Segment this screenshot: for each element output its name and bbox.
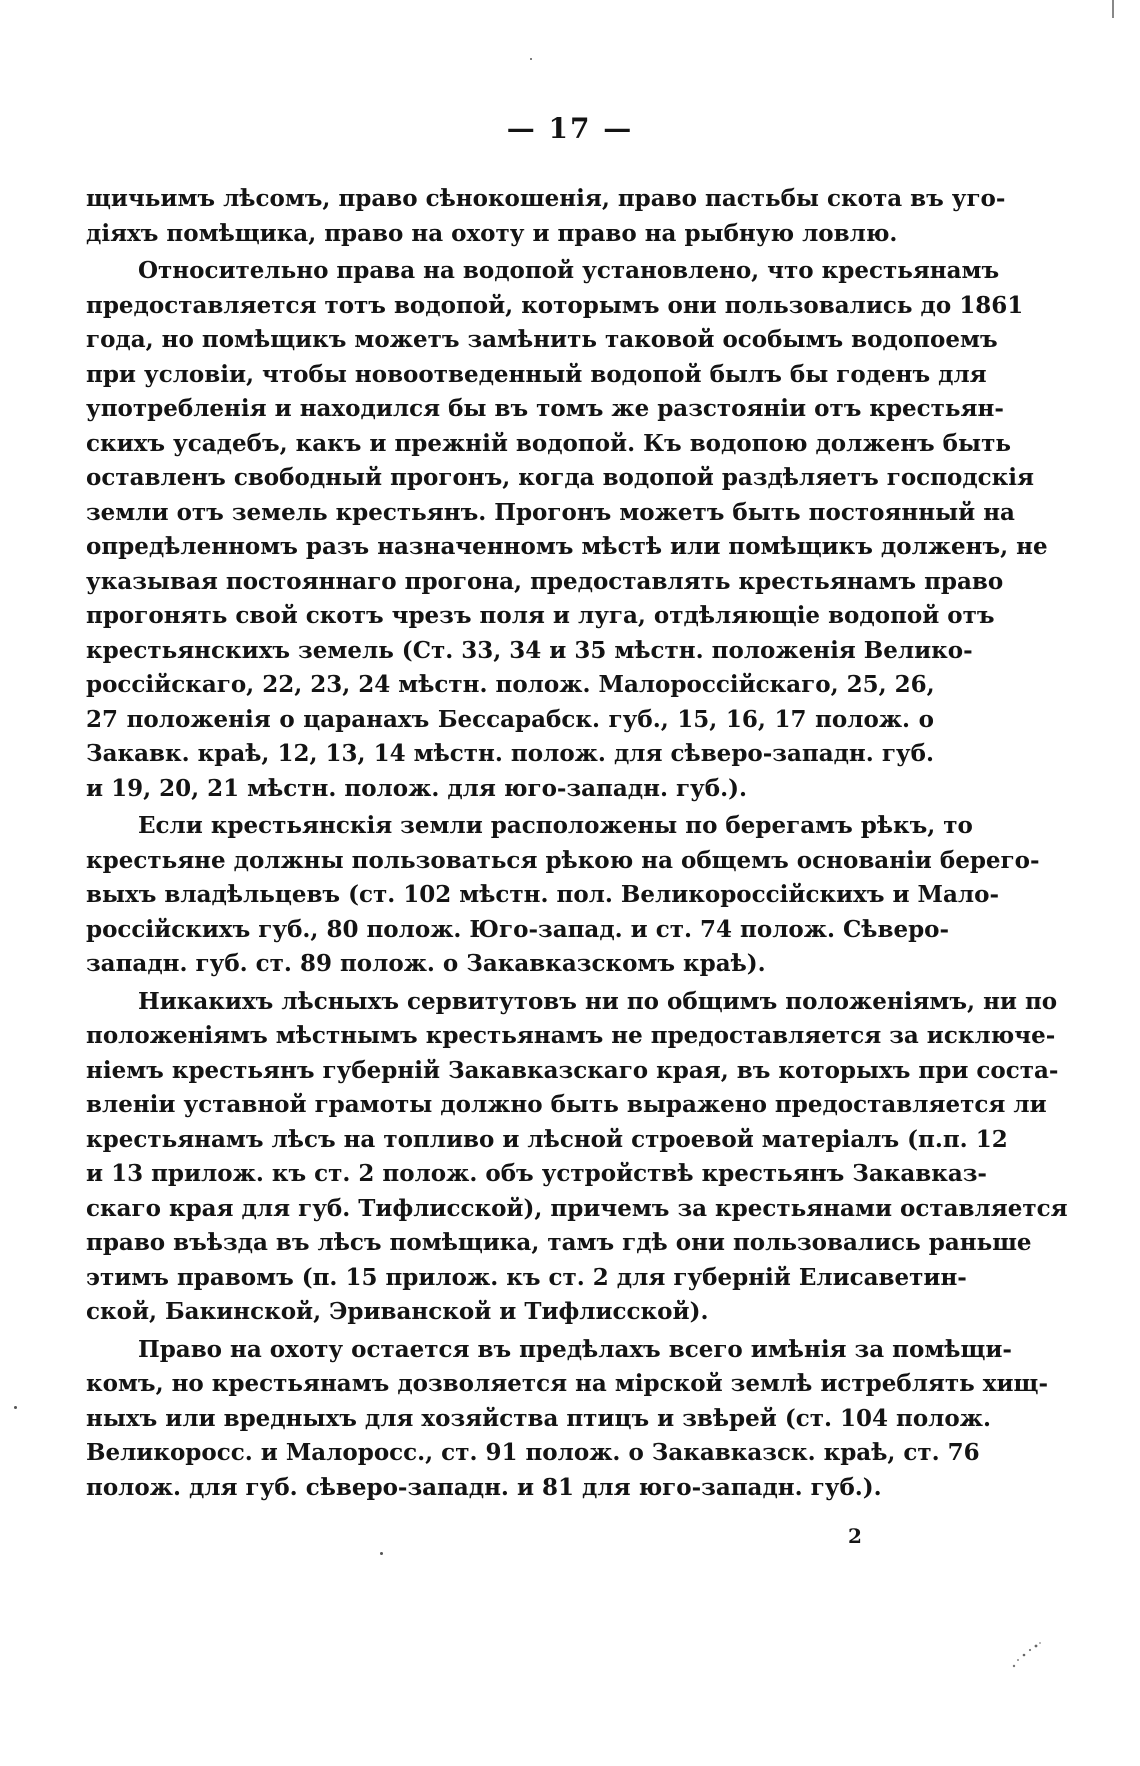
paragraph	[86, 809, 1040, 982]
text-line: ныхъ или вредныхъ для хозяйства птицъ и звѣрей (ст. 104 полож.	[86, 1404, 991, 1432]
text-line: этимъ правомъ (п. 15 прилож. къ ст. 2 для губерній Елисаветин-	[86, 1263, 967, 1291]
paragraph	[86, 182, 1006, 251]
text-line: полож. для губ. сѣверо-западн. и 81 для юго-западн. губ.).	[86, 1473, 882, 1501]
text-line: скаго края для губ. Тифлисской), причемъ за крестьянами оставляется	[86, 1194, 1068, 1222]
text-line: вленіи уставной грамоты должно быть выражено предоставляется ли	[86, 1091, 1047, 1118]
text-line: комъ, но крестьянамъ дозволяется на мірской землѣ истреблять хищ-	[86, 1370, 1048, 1397]
scan-speck	[530, 58, 532, 60]
text-line: россійскаго, 22, 23, 24 мѣстн. полож. Малороссійскаго, 25, 26,	[86, 671, 935, 698]
text-line: Закавк. краѣ, 12, 13, 14 мѣстн. полож. для сѣверо-западн. губ.	[86, 740, 934, 767]
text-line: прогонять свой скотъ чрезъ поля и луга, отдѣляющіе водопой отъ	[86, 602, 995, 629]
scan-speck	[14, 1406, 17, 1409]
signature-mark: 2	[848, 1524, 862, 1548]
text-line: ской, Бакинской, Эриванской и Тифлисской).	[86, 1298, 709, 1325]
text-line: крестьянамъ лѣсъ на топливо и лѣсной строевой матеріалъ (п.п. 12	[86, 1125, 1008, 1153]
text-line: положеніямъ мѣстнымъ крестьянамъ не предоставляется за исключе-	[86, 1022, 1056, 1049]
text-line: Относительно права на водопой установлено, что крестьянамъ	[138, 257, 1000, 284]
text-line: при условіи, чтобы новоотведенный водопой былъ бы годенъ для	[86, 360, 987, 388]
scan-speck	[380, 1552, 383, 1555]
text-line: Если крестьянскія земли расположены по берегамъ рѣкъ, то	[138, 812, 973, 839]
text-line: употребленія и находился бы въ томъ же разстояніи отъ крестьян-	[86, 395, 1004, 422]
text-line: года, но помѣщикъ можетъ замѣнить таковой особымъ водопоемъ	[86, 326, 998, 353]
text-line: и 19, 20, 21 мѣстн. полож. для юго-западн. губ.).	[86, 774, 748, 802]
paragraph	[86, 254, 1048, 806]
page-number: — 17 —	[506, 112, 634, 145]
scan-edge-mark	[1112, 0, 1114, 18]
text-line: западн. губ. ст. 89 полож. о Закавказскомъ краѣ).	[86, 950, 766, 977]
text-line: Никакихъ лѣсныхъ сервитутовъ ни по общимъ положеніямъ, ни по	[138, 987, 1058, 1015]
text-line: право въѣзда въ лѣсъ помѣщика, тамъ гдѣ они пользовались раньше	[86, 1229, 1032, 1256]
text-line: крестьяне должны пользоваться рѣкою на общемъ основаніи берего-	[86, 846, 1040, 874]
text-line: ніемъ крестьянъ губерній Закавказскаго края, въ которыхъ при соста-	[86, 1056, 1059, 1084]
ink-smudge	[1006, 1640, 1050, 1676]
paragraph	[86, 985, 1068, 1330]
text-line: скихъ усадебъ, какъ и прежній водопой. Къ водопою долженъ быть	[86, 429, 1011, 457]
text-line: оставленъ свободный прогонъ, когда водопой раздѣляетъ господскія	[86, 464, 1035, 491]
text-line: щичьимъ лѣсомъ, право сѣнокошенія, право пастьбы скота въ уго-	[86, 185, 1006, 212]
text-line: 27 положенія о царанахъ Бессарабск. губ., 15, 16, 17 полож. о	[86, 705, 934, 733]
text-line: и 13 прилож. къ ст. 2 полож. объ устройствѣ крестьянъ Закавказ-	[86, 1160, 987, 1187]
text-line: предоставляется тотъ водопой, которымъ они пользовались до 1861	[86, 291, 1024, 319]
text-line: земли отъ земель крестьянъ. Прогонъ можетъ быть постоянный на	[86, 498, 1015, 526]
body-text	[86, 182, 1068, 1508]
text-line: опредѣленномъ разъ назначенномъ мѣстѣ или помѣщикъ долженъ, не	[86, 533, 1048, 560]
text-line: Право на охоту остается въ предѣлахъ всего имѣнія за помѣщи-	[138, 1335, 1012, 1363]
text-line: указывая постояннаго прогона, предоставлять крестьянамъ право	[86, 567, 1004, 595]
paragraph	[86, 1333, 1048, 1506]
text-line: діяхъ помѣщика, право на охоту и право на рыбную ловлю.	[86, 219, 898, 247]
text-line: Великоросс. и Малоросс., ст. 91 полож. о Закавказск. краѣ, ст. 76	[86, 1439, 980, 1466]
text-line: россійскихъ губ., 80 полож. Юго-запад. и ст. 74 полож. Сѣверо-	[86, 915, 950, 943]
text-line: крестьянскихъ земель (Ст. 33, 34 и 35 мѣстн. положенія Велико-	[86, 636, 973, 664]
text-line: выхъ владѣльцевъ (ст. 102 мѣстн. пол. Великороссійскихъ и Мало-	[86, 881, 1000, 908]
